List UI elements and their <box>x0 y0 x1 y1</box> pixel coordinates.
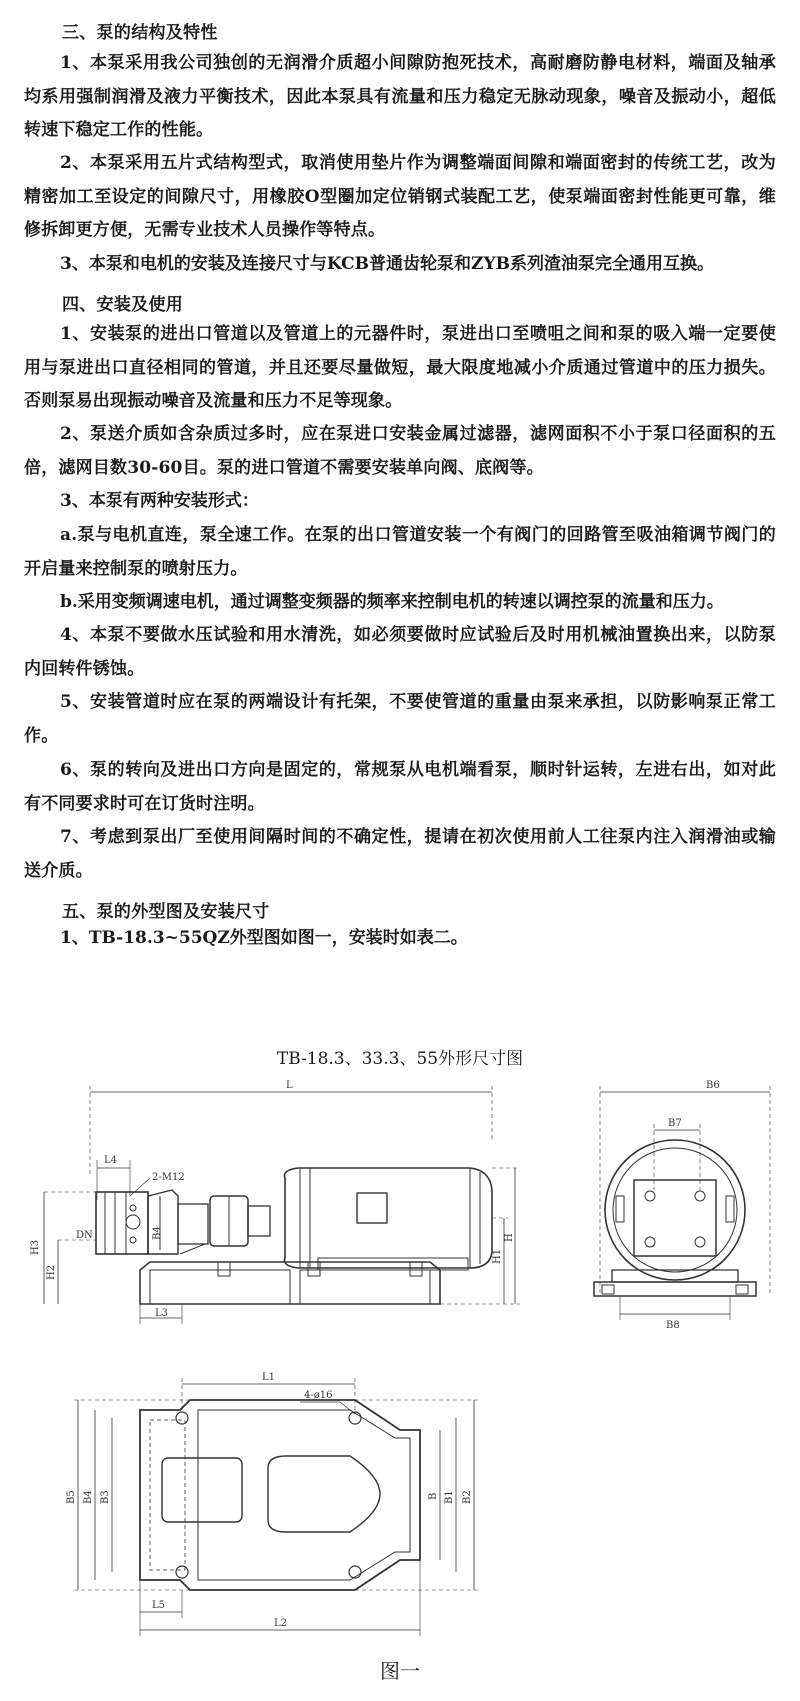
label-B3: B3 <box>100 1490 111 1504</box>
section-4-paragraph-4: 4、本泵不要做水压试验和用水清洗，如必须要做时应试验后及时用机械油置换出来，以防泵内回转件锈蚀。 <box>24 625 776 679</box>
base-plan-view <box>74 1378 478 1636</box>
label-4-holes: 4-ø16 <box>304 1390 333 1401</box>
figure-title: TB-18.3、33.3、55外形尺寸图 <box>276 1049 524 1069</box>
section-4-paragraph-3b: b.采用变频调速电机，通过调整变频器的频率来控制电机的转速以调控泵的流量和压力。 <box>60 592 724 612</box>
section-3-paragraph-2: 2、本泵采用五片式结构型式，取消使用垫片作为调整端面间隙和端面密封的传统工艺，改为精密加工至设定的间隙尺寸，用橡胶O型圈加定位销钢式装配工艺，使泵端面密封性能更可靠，维修拆卸更方便，无需专业技术人员操作等特点。 <box>24 153 776 240</box>
section-4-paragraph-3a: a.泵与电机直连，泵全速工作。在泵的出口管道安装一个有阀门的回路管至吸油箱调节阀门的开启量来控制泵的喷射压力。 <box>24 525 776 579</box>
figure-caption: 图一 <box>380 1659 420 1683</box>
label-B6: B6 <box>706 1080 720 1091</box>
label-L: L <box>286 1080 293 1091</box>
section-4-paragraph-3: 3、本泵有两种安装形式： <box>60 491 259 511</box>
section-5-heading: 五、泵的外型图及安装尺寸 <box>62 902 270 922</box>
section-4-paragraph-7: 7、考虑到泵出厂至使用间隔时间的不确定性，提请在初次使用前人工往泵内注入润滑油或输送介质。 <box>24 827 776 881</box>
label-B1: B1 <box>444 1490 455 1504</box>
label-B2: B2 <box>462 1490 473 1504</box>
label-B5: B5 <box>66 1490 77 1504</box>
section-4-paragraph-6: 6、泵的转向及进出口方向是固定的，常规泵从电机端看泵，顺时针运转，左进右出，如对此有不同要求时可在订货时注明。 <box>24 760 776 814</box>
section-3-paragraph-3: 3、本泵和电机的安装及连接尺寸与KCB普通齿轮泵和ZYB系列渣油泵完全通用互换。 <box>60 254 714 274</box>
label-L4: L4 <box>104 1155 118 1166</box>
label-L2: L2 <box>274 1618 288 1629</box>
section-5-paragraph-1: 1、TB-18.3~55QZ外型图如图一，安装时如表二。 <box>60 928 468 948</box>
label-2-M12: 2-M12 <box>152 1172 185 1183</box>
section-4-paragraph-2: 2、泵送介质如含杂质过多时，应在泵进口安装金属过滤器，滤网面积不小于泵口径面积的五倍，滤网目数30-60目。泵的进口管道不需要安装单向阀、底阀等。 <box>24 424 776 478</box>
label-L1: L1 <box>262 1372 276 1383</box>
label-DN: DN <box>76 1230 93 1241</box>
side-view <box>44 1086 520 1324</box>
label-B: B <box>428 1492 439 1500</box>
end-view <box>594 1086 770 1320</box>
label-B8: B8 <box>666 1320 680 1331</box>
label-B7: B7 <box>668 1118 682 1129</box>
label-H3: H3 <box>30 1239 41 1255</box>
section-3-paragraph-1: 1、本泵采用我公司独创的无润滑介质超小间隙防抱死技术，高耐磨防静电材料，端面及轴承均系用强制润滑及液力平衡技术，因此本泵具有流量和压力稳定无脉动现象，噪音及振动小，超低转速下稳定工作的性能。 <box>24 53 776 140</box>
label-H: H <box>504 1233 515 1242</box>
section-4-paragraph-1: 1、安装泵的进出口管道以及管道上的元器件时，泵进出口至喷咀之间和泵的吸入端一定要使用与泵进出口直径相同的管道，并且还要尽量做短，最大限度地减小介质通过管道中的压力损失。否则泵易出现振动噪音及流量和压力不足等现象。 <box>24 324 776 411</box>
label-L3: L3 <box>155 1308 169 1319</box>
section-4-heading: 四、安装及使用 <box>62 295 184 315</box>
label-H2: H2 <box>46 1264 57 1280</box>
label-B4-plan: B4 <box>83 1490 94 1504</box>
label-L5: L5 <box>152 1600 166 1611</box>
section-3-heading: 三、泵的结构及特性 <box>62 23 218 43</box>
section-4-paragraph-5: 5、安装管道时应在泵的两端设计有托架，不要使管道的重量由泵来承担，以防影响泵正常工作。 <box>24 692 776 746</box>
label-B4-side: B4 <box>152 1226 163 1240</box>
label-H1: H1 <box>492 1248 503 1264</box>
